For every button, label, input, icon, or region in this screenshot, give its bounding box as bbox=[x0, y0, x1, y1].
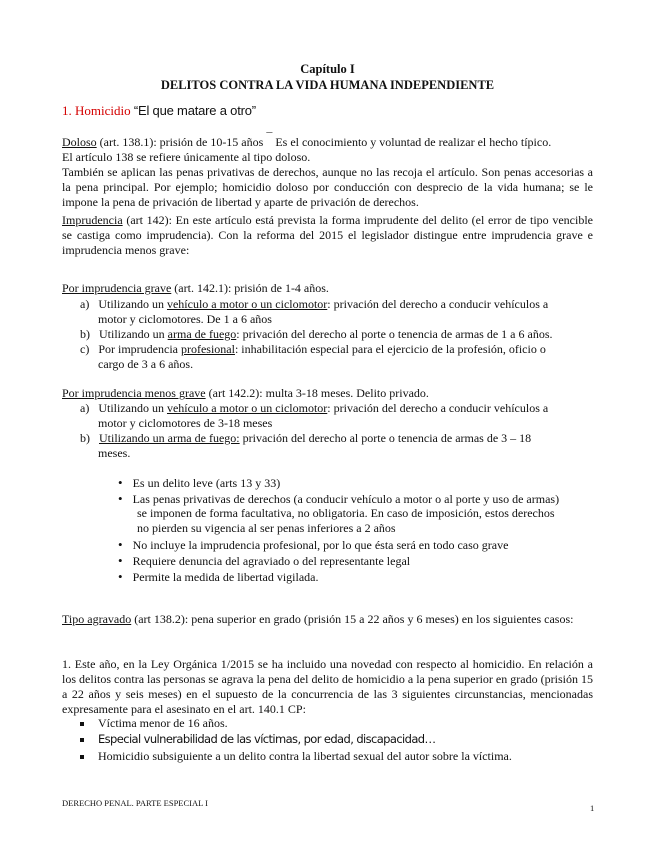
circumstance-item: Especial vulnerabilidad de las víctimas, por edad, discapacidad… bbox=[80, 732, 435, 747]
doloso-paragraph: También se aplican las penas privativas de derechos, aunque no las recoja el artículo. Son penas accesorias a la pena principal. Por ejemplo; homicidio doloso por conducción con desprecio de la vida humana; se le impone la pena de privación de libertad y aparte de privación de derechos. bbox=[62, 165, 593, 209]
section-number: 1. Homicidio bbox=[62, 103, 131, 118]
grave-item-a-line-2: motor y ciclomotores. De 1 a 6 años bbox=[98, 312, 272, 326]
grave-item-c: c) Por imprudencia profesional: inhabilitación especial para el ejercicio de la profesión, oficio o bbox=[80, 342, 546, 356]
bullet-item: • No incluye la imprudencia profesional, por lo que ésta será en todo caso grave bbox=[118, 537, 509, 552]
bullet-item-line-3: no pierden su vigencia al ser penas inferiores a 2 años bbox=[137, 521, 396, 535]
chapter-number: Capítulo I bbox=[300, 62, 355, 76]
imprudencia-term: Imprudencia bbox=[62, 213, 123, 227]
bullet-item: • Permite la medida de libertad vigilada. bbox=[118, 569, 319, 584]
section-heading-homicidio bbox=[62, 103, 256, 118]
section-quote: “El que matare a otro” bbox=[133, 103, 256, 118]
doloso-line-1: Doloso (art. 138.1): prisión de 10-15 años ¯ Es el conocimiento y voluntad de realizar el hecho típico. bbox=[62, 130, 552, 149]
page-number: 1 bbox=[590, 803, 595, 813]
bullet-item-line-2: se imponen de forma facultativa, no obligatoria. En caso de imposición, estos derechos bbox=[137, 506, 555, 520]
bullet-item: • Requiere denuncia del agraviado o del representante legal bbox=[118, 553, 411, 568]
doloso-term: Doloso bbox=[62, 135, 97, 149]
agravado-term: Tipo agravado bbox=[62, 612, 132, 626]
bullet-item: • Las penas privativas de derechos (a conducir vehículo a motor o al porte y uso de armas) bbox=[118, 491, 560, 506]
menos-grave-heading: Por imprudencia menos grave (art 142.2): multa 3-18 meses. Delito privado. bbox=[62, 386, 429, 400]
footer-course-title: DERECHO PENAL. PARTE ESPECIAL I bbox=[62, 798, 208, 808]
circumstance-item: Víctima menor de 16 años. bbox=[80, 716, 228, 731]
agravado-paragraph: Tipo agravado (art 138.2): pena superior en grado (prisión 15 a 22 años y 6 meses) en los siguientes casos: bbox=[62, 612, 574, 626]
menos-grave-item-b-line-2: meses. bbox=[98, 446, 131, 460]
menos-grave-item-b: b) Utilizando un arma de fuego: privación del derecho al porte o tenencia de armas de 3 – 18 bbox=[80, 431, 532, 445]
menos-grave-term: Por imprudencia menos grave bbox=[62, 386, 206, 400]
imprudencia-paragraph: Imprudencia (art 142): En este artículo está prevista la forma imprudente del delito (el error de tipo vencible se castiga como imprudencia). Con la reforma del 2015 el legislador distingue entre imprudencia grave e imprudencia menos grave: bbox=[62, 213, 593, 257]
menos-grave-item-a-line-2: motor y ciclomotores de 3-18 meses bbox=[98, 416, 273, 430]
circumstance-item: Homicidio subsiguiente a un delito contra la libertad sexual del autor sobre la víctima. bbox=[80, 749, 512, 764]
grave-heading: Por imprudencia grave (art. 142.1): prisión de 1-4 años. bbox=[62, 281, 329, 295]
doloso-line-2: El artículo 138 se refiere únicamente al tipo doloso. bbox=[62, 150, 311, 164]
grave-term: Por imprudencia grave bbox=[62, 281, 172, 295]
caso-1-paragraph: 1. Este año, en la Ley Orgánica 1/2015 se ha incluido una novedad con respecto al homicidio. En relación a los delitos contra las personas se agrava la pena del delito de homicidio a la pena superior en grado (prisión 15 a 22 años y seis meses) en el supuesto de la concurrencia de las 3 siguientes circunstancias, mencionadas expresamente para el asesinato en el art. 140.1 CP: bbox=[62, 657, 593, 716]
menos-grave-item-a: a) Utilizando un vehículo a motor o un ciclomotor: privación del derecho a conducir vehículos a bbox=[80, 401, 549, 415]
bullet-item: • Es un delito leve (arts 13 y 33) bbox=[118, 475, 281, 490]
dash-mark: ¯ bbox=[266, 130, 273, 144]
chapter-title: DELITOS CONTRA LA VIDA HUMANA INDEPENDIENTE bbox=[160, 78, 495, 92]
grave-item-c-line-2: cargo de 3 a 6 años. bbox=[98, 357, 194, 371]
grave-item-a: a) Utilizando un vehículo a motor o un ciclomotor: privación del derecho a conducir vehículos a bbox=[80, 297, 549, 311]
grave-item-b: b) Utilizando un arma de fuego: privación del derecho al porte o tenencia de armas de 1 a 6 años. bbox=[80, 327, 553, 341]
